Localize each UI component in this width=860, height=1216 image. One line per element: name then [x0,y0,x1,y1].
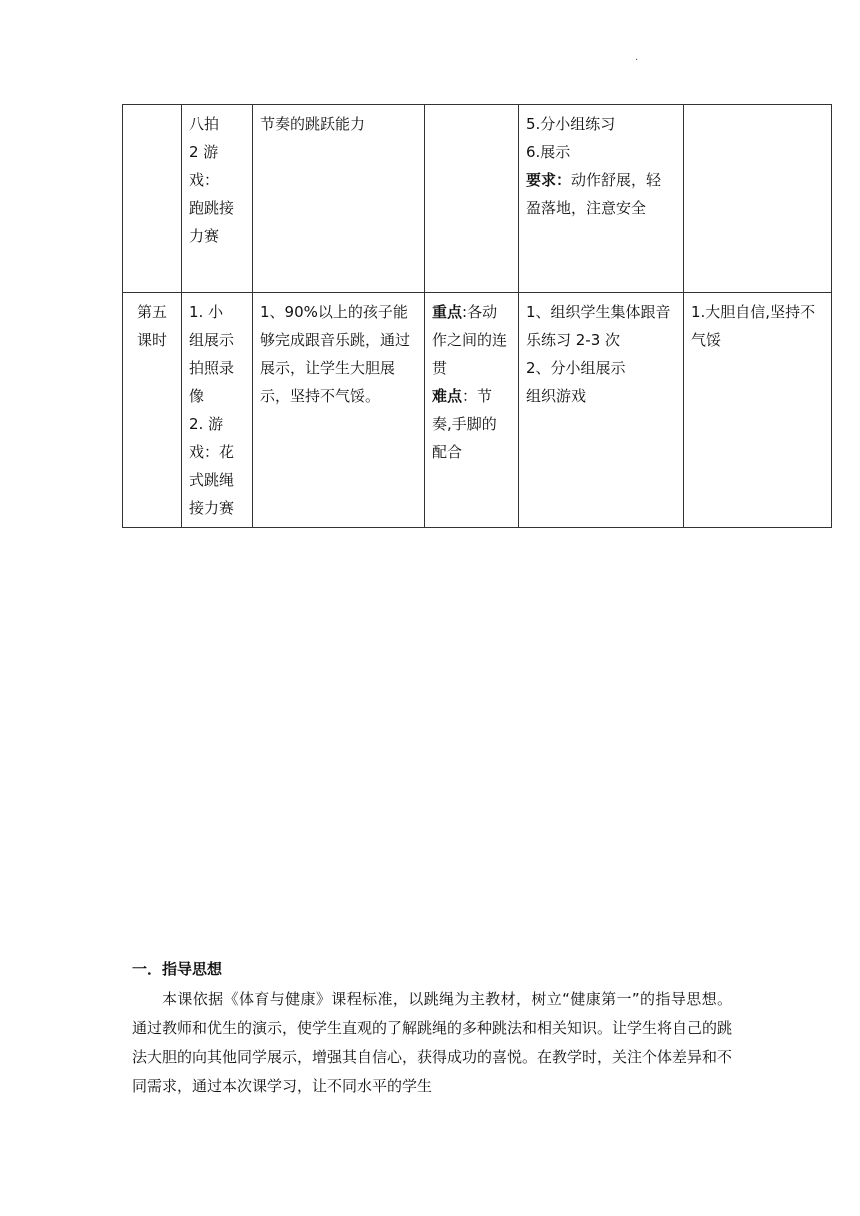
content-line: 1. 小 [189,303,224,321]
difficulty-label: 难点 [432,387,463,405]
lesson-cell [123,105,182,293]
lesson-label-line: 第五 [136,303,167,321]
section-title: 一．指导思想 [132,960,223,978]
lesson-plan-table [122,104,832,528]
quality-cell [684,105,832,293]
requirement-label: 要求： [526,171,572,189]
lesson-label-line: 课时 [136,331,167,349]
guiding-idea-section [132,955,732,1101]
content-line: 2 游戏： [189,143,220,189]
content-line: 式跳绳 [189,471,235,489]
key-point-text: :各动作之间的连贯 [432,303,508,377]
content-cell [182,105,253,293]
content-line: 拍照录 [189,359,235,377]
key-points-cell [425,105,519,293]
content-line: 戏：花 [189,443,235,461]
content-line: 八拍 [189,115,220,133]
content-line: 2. 游 [189,415,224,433]
goal-cell: 1、90%以上的孩子能够完成跟音乐跳，通过展示，让学生大胆展示，坚持不气馁。 [253,293,425,528]
method-line: 1、组织学生集体跟音乐练习 2-3 次 [526,303,671,349]
content-line: 组展示 [189,331,235,349]
content-line: 像 [189,387,205,405]
method-cell [519,105,684,293]
table-row [123,105,832,293]
content-line: 接力赛 [189,499,235,517]
quality-cell: 1.大胆自信,坚持不气馁 [684,293,832,528]
section-body: 本课依据《体育与健康》课程标准，以跳绳为主教材，树立“健康第一”的指导思想。通过教师和优生的演示，使学生直观的了解跳绳的多种跳法和相关知识。让学生将自己的跳法大胆的向其他同学展示，增强其自信心，获得成功的喜悦。在教学时，关注个体差异和不同需求，通过本次课学习，让不同水平的学生 [132,990,733,1095]
method-line: 6.展示 [526,143,571,161]
key-point-label: 重点 [432,303,463,321]
page-mark: . [635,52,639,63]
method-line: 组织游戏 [526,387,587,405]
content-line: 跑跳接 [189,199,235,217]
key-points-cell [425,293,519,528]
method-line: 2、分小组展示 [526,359,626,377]
method-cell [519,293,684,528]
lesson-cell [123,293,182,528]
table-row [123,293,832,528]
requirement-text: 动作舒展，轻盈落地，注意安全 [526,171,662,217]
content-line: 力赛 [189,227,220,245]
method-line: 5.分小组练习 [526,115,616,133]
goal-cell: 节奏的跳跃能力 [253,105,425,293]
difficulty-text: ：节奏,手脚的配合 [432,387,497,461]
content-cell [182,293,253,528]
